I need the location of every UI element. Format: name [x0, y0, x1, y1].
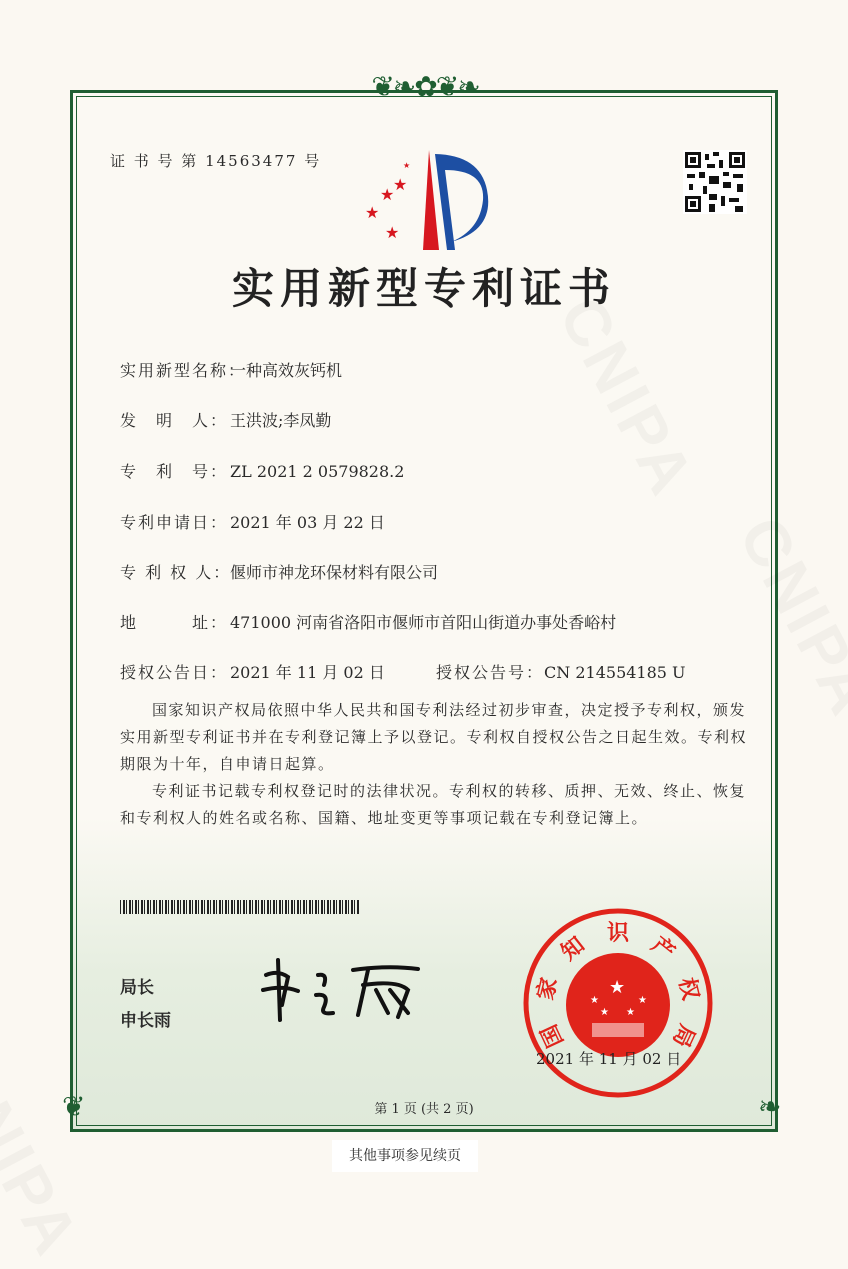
page-info: 第 1 页 (共 2 页) [374, 1102, 474, 1117]
seal-character: 识 [607, 920, 630, 946]
svg-text:★: ★ [626, 1007, 635, 1018]
svg-text:★: ★ [380, 185, 395, 204]
seal-character: 家 [532, 975, 563, 1003]
field-row-patent-number [120, 459, 404, 482]
seal-character: 国 [535, 1020, 569, 1052]
director-title: 局长 [120, 978, 154, 998]
field-label: 专 利 权 人： [120, 563, 232, 582]
svg-text:★: ★ [590, 995, 599, 1006]
field-value: 王洪波;李凤勤 [230, 411, 332, 430]
field-row-announcement-number [436, 660, 686, 683]
field-value: 2021 年 11 月 02 日 [230, 663, 385, 682]
field-label: 专 利 号： [120, 462, 229, 481]
svg-text:★: ★ [393, 175, 408, 194]
field-row-patentee [120, 560, 438, 583]
cnipa-logo [365, 150, 490, 250]
svg-text:★: ★ [385, 223, 400, 242]
barcode [120, 900, 360, 914]
field-label: 发 明 人： [120, 411, 229, 430]
field-label: 授权公告号： [436, 663, 545, 682]
svg-text:★: ★ [403, 161, 411, 170]
signature [258, 955, 438, 1025]
field-value: 471000 河南省洛阳市偃师市首阳山街道办事处香峪村 [230, 613, 617, 632]
other-items-note: 其他事项参见续页 [332, 1140, 478, 1172]
corner-ornament: ❦ [62, 1090, 86, 1123]
field-row-filing-date [120, 510, 385, 533]
seal-inscription [532, 915, 704, 1052]
seal-character: 权 [673, 975, 704, 1003]
field-label: 地 址： [120, 613, 229, 632]
certificate-number: 证 书 号 第 14563477 号 [110, 152, 322, 170]
field-value: 偃师市神龙环保材料有限公司 [230, 563, 439, 582]
field-value: 2021 年 03 月 22 日 [230, 513, 385, 532]
field-label: 实用新型名称： [120, 361, 247, 380]
svg-text:★: ★ [365, 203, 380, 222]
seal-character: 局 [667, 1020, 701, 1052]
field-row-name [120, 358, 342, 381]
field-row-inventor [120, 408, 331, 431]
seal-character: 产 [646, 931, 680, 966]
field-value: 一种高效灰钙机 [230, 361, 343, 380]
field-value: CN 214554185 U [544, 663, 686, 682]
field-row-address [120, 610, 616, 633]
top-ornament: ❦❧✿❦❧ [371, 70, 479, 103]
body-text [120, 697, 748, 832]
paragraph: 专利证书记载专利权登记时的法律状况。专利权的转移、质押、无效、终止、恢复和专利权人的姓名或名称、国籍、地址变更等事项记载在专利登记簿上。 [120, 782, 747, 827]
seal-date: 2021 年 11 月 02 日 [536, 1050, 682, 1068]
page-title: 实用新型专利证书 [231, 264, 616, 313]
svg-text:★: ★ [638, 995, 647, 1006]
field-row-grant-date [120, 660, 385, 683]
field-label: 授权公告日： [120, 663, 229, 682]
paragraph: 国家知识产权局依照中华人民共和国专利法经过初步审查，决定授予专利权，颁发实用新型专利证书并在专利登记簿上予以登记。专利权自授权公告之日起生效。专利权期限为十年，自申请日起算。 [120, 701, 748, 773]
svg-text:★: ★ [609, 977, 626, 998]
seal-character: 知 [556, 931, 590, 966]
qr-code [683, 150, 747, 214]
director-name: 申长雨 [120, 1011, 171, 1031]
svg-text:★: ★ [600, 1007, 609, 1018]
field-value: ZL 2021 2 0579828.2 [230, 462, 405, 481]
field-label: 专利申请日： [120, 513, 229, 532]
corner-ornament: ❧ [758, 1090, 782, 1123]
